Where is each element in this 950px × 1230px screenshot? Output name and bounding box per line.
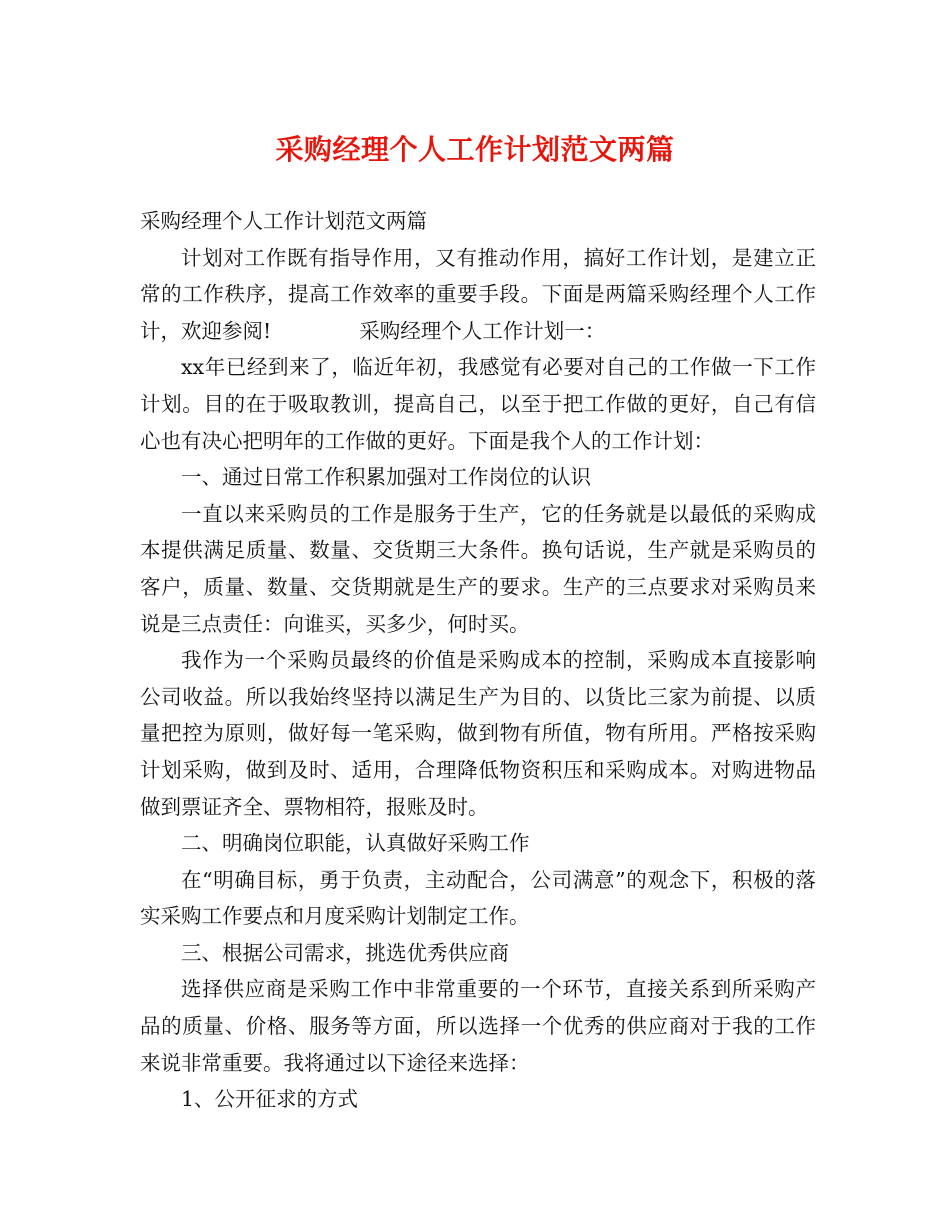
section-heading-2: 二、明确岗位职能，认真做好采购工作 [181,831,530,856]
section-heading-3: 三、根据公司需求，挑选优秀供应商 [181,940,509,965]
document-body [140,203,816,1118]
paragraph-goals: 在“明确目标，勇于负责，主动配合，公司满意”的观念下，积极的落实采购工作要点和月度采购计划制定工作。 [140,867,816,929]
paragraph-purchasing-role: 一直以来采购员的工作是服务于生产，它的任务就是以最低的采购成本提供满足质量、数量、交货期三大条件。换句话说，生产就是采购员的客户，质量、数量、交货期就是生产的要求。生产的三点要求对采购员来说是三点责任：向谁买，买多少，何时买。 [140,501,816,636]
section-heading-1: 一、通过日常工作积累加强对工作岗位的认识 [181,465,591,490]
document-subtitle: 采购经理个人工作计划范文两篇 [140,209,427,233]
intro-paragraph [140,240,816,350]
paragraph-year-plan: xx年已经到来了，临近年初，我感觉有必要对自己的工作做一下工作计划。目的在于吸取教训，提高自己，以至于把工作做的更好，自己有信心也有决心把明年的工作做的更好。下面是我个人的工作计划： [140,355,816,453]
document-title: 采购经理个人工作计划范文两篇 [275,133,675,166]
paragraph-cost-control: 我作为一个采购员最终的价值是采购成本的控制，采购成本直接影响公司收益。所以我始终坚持以满足生产为目的、以货比三家为前提、以质量把控为原则，做好每一笔采购，做到物有所值，物有所用。严格按采购计划采购，做到及时、适用，合理降低物资积压和采购成本。对购进物品做到票证齐全、票物相符，报账及时。 [140,648,816,819]
paragraph-supplier-selection: 选择供应商是采购工作中非常重要的一个环节，直接关系到所采购产品的质量、价格、服务等方面，所以选择一个优秀的供应商对于我的工作来说非常重要。我将通过以下途径来选择： [140,977,816,1075]
plan-one-label: 采购经理个人工作计划一： [359,318,606,343]
list-item-1: 1、公开征求的方式 [181,1087,359,1112]
intro-text: 计划对工作既有指导作用，又有推动作用，搞好工作计划，是建立正常的工作秩序，提高工作效率的重要手段。下面是两篇采购经理个人工作计，欢迎参阅! [140,245,816,343]
